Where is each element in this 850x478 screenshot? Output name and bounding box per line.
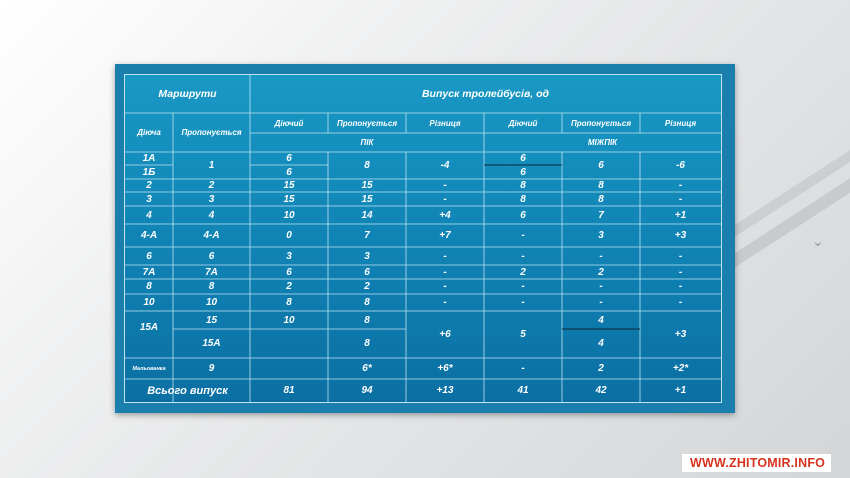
- peak-diff-value: -: [443, 180, 447, 191]
- offpeak-proposed-value: 2: [598, 266, 604, 278]
- offpeak-proposed-value: -: [599, 250, 603, 262]
- peak-proposed-value: 15: [361, 193, 373, 205]
- peak-current-value: 6: [286, 266, 292, 278]
- offpeak-proposed-value: 4: [598, 314, 604, 326]
- offpeak-current-value: 5: [520, 329, 526, 340]
- peak-diff-value: +6*: [437, 363, 453, 374]
- offpeak-diff-value: -: [678, 281, 683, 292]
- route-current: 1А: [142, 153, 156, 164]
- offpeak-proposed-value: -: [599, 297, 603, 308]
- peak-diff-value: +4: [439, 209, 451, 221]
- route-current: 4-А: [140, 230, 158, 241]
- route-proposed: 7А: [205, 266, 218, 278]
- header-offpeak-proposed: Пропонується: [570, 118, 632, 128]
- header-offpeak-diff: Різниця: [664, 118, 697, 128]
- offpeak-current-value: -: [521, 281, 525, 292]
- route-proposed: 10: [205, 297, 218, 308]
- peak-proposed-value: 8: [364, 314, 370, 326]
- peak-diff-value: -: [443, 250, 447, 262]
- offpeak-diff-value: +1: [674, 209, 687, 221]
- header-peak-proposed: Пропонується: [336, 118, 398, 128]
- peak-proposed-value: 14: [361, 209, 373, 221]
- route-current: 2: [146, 180, 152, 191]
- offpeak-diff-value: -: [678, 250, 683, 262]
- peak-proposed-value: 6*: [362, 363, 372, 374]
- offpeak-proposed-value: 6: [598, 160, 604, 171]
- route-current: Мальованка: [132, 365, 166, 372]
- arrow-down-icon: ⌄: [812, 233, 824, 249]
- slide: [115, 64, 735, 413]
- route-current: 7А: [142, 266, 156, 278]
- offpeak-current-value: 6: [520, 209, 526, 221]
- trolleybus-release-table: [124, 74, 722, 403]
- peak-current-value: 0: [286, 230, 292, 241]
- total-peak-current: 81: [283, 385, 295, 396]
- peak-proposed-value: 8: [364, 160, 370, 171]
- offpeak-diff-value: +3: [674, 329, 687, 340]
- peak-current-value: 10: [283, 209, 295, 221]
- route-proposed: 15А: [202, 338, 221, 349]
- offpeak-current-value: -: [521, 230, 525, 241]
- header-offpeak-current: Діючий: [508, 118, 538, 128]
- header-offpeak: МІЖПІК: [587, 138, 618, 147]
- offpeak-current-value: 8: [520, 193, 526, 205]
- route-current: 8: [146, 281, 152, 292]
- offpeak-current-value: 6: [520, 166, 526, 178]
- peak-current-value: 15: [283, 180, 295, 191]
- peak-diff-value: -: [443, 266, 447, 278]
- total-offpeak-proposed: 42: [595, 385, 607, 396]
- offpeak-proposed-value: -: [599, 281, 603, 292]
- offpeak-diff-value: -: [678, 193, 683, 205]
- route-proposed: 6: [208, 250, 215, 262]
- peak-current-value: 6: [286, 153, 292, 164]
- offpeak-current-value: -: [521, 363, 525, 374]
- peak-diff-value: -: [443, 281, 447, 292]
- route-proposed: 1: [208, 160, 215, 171]
- total-peak-diff: +13: [436, 385, 454, 396]
- route-current: 10: [143, 297, 155, 308]
- route-current: 4: [146, 209, 152, 221]
- peak-proposed-value: 7: [364, 230, 370, 241]
- total-offpeak-current: 41: [517, 385, 529, 396]
- route-current: 3: [146, 193, 152, 205]
- header-peak: ПІК: [360, 138, 374, 147]
- route-proposed: 15: [205, 314, 218, 326]
- total-peak-proposed: 94: [361, 385, 373, 396]
- route-current: 1Б: [142, 166, 156, 178]
- header-routes: Маршрути: [158, 88, 217, 100]
- offpeak-current-value: 6: [520, 153, 526, 164]
- offpeak-proposed-value: 3: [598, 230, 604, 241]
- offpeak-current-value: 8: [520, 180, 526, 191]
- header-proposed: Пропонується: [181, 128, 242, 137]
- offpeak-proposed-value: 4: [598, 338, 604, 349]
- route-current: 15А: [139, 321, 159, 333]
- peak-proposed-value: 8: [364, 338, 370, 349]
- peak-proposed-value: 8: [364, 297, 370, 308]
- offpeak-diff-value: -: [678, 266, 683, 278]
- header-release: Випуск тролейбусів, од: [421, 88, 550, 100]
- header-current: Діюча: [137, 128, 161, 137]
- peak-current-value: 3: [286, 250, 292, 262]
- route-current: 6: [146, 250, 152, 262]
- offpeak-proposed-value: 2: [598, 363, 604, 374]
- offpeak-proposed-value: 8: [598, 193, 604, 205]
- peak-proposed-value: 3: [364, 250, 370, 262]
- offpeak-diff-value: -: [678, 297, 683, 308]
- offpeak-diff-value: -: [678, 180, 683, 191]
- offpeak-diff-value: +2*: [672, 363, 689, 374]
- peak-proposed-value: 6: [364, 266, 370, 278]
- route-proposed: 2: [208, 180, 215, 191]
- header-peak-current: Діючий: [274, 118, 304, 128]
- route-proposed: 9: [208, 363, 215, 374]
- peak-diff-value: -4: [440, 160, 450, 171]
- total-offpeak-diff: +1: [674, 385, 687, 396]
- offpeak-current-value: -: [521, 297, 525, 308]
- offpeak-current-value: -: [521, 250, 525, 262]
- header-peak-diff: Різниця: [429, 118, 461, 128]
- peak-current-value: 2: [286, 281, 292, 292]
- route-proposed: 4-А: [203, 230, 220, 241]
- total-label: Всього випуск: [147, 384, 228, 397]
- peak-current-value: 15: [283, 193, 295, 205]
- peak-current-value: 8: [286, 297, 292, 308]
- offpeak-proposed-value: 8: [598, 180, 604, 191]
- route-proposed: 4: [208, 209, 215, 221]
- peak-current-value: 6: [286, 166, 292, 178]
- route-proposed: 3: [208, 193, 215, 205]
- offpeak-diff-value: +3: [674, 230, 687, 241]
- offpeak-diff-value: -6: [676, 160, 685, 171]
- peak-diff-value: -: [443, 297, 447, 308]
- peak-proposed-value: 15: [361, 180, 373, 191]
- peak-diff-value: +7: [439, 230, 451, 241]
- offpeak-current-value: 2: [520, 266, 526, 278]
- peak-current-value: 10: [283, 314, 295, 326]
- peak-proposed-value: 2: [364, 281, 370, 292]
- watermark: WWW.ZHITOMIR.INFO: [682, 454, 831, 472]
- route-proposed: 8: [208, 281, 215, 292]
- offpeak-proposed-value: 7: [598, 209, 604, 221]
- peak-diff-value: +6: [439, 329, 451, 340]
- peak-diff-value: -: [443, 193, 447, 205]
